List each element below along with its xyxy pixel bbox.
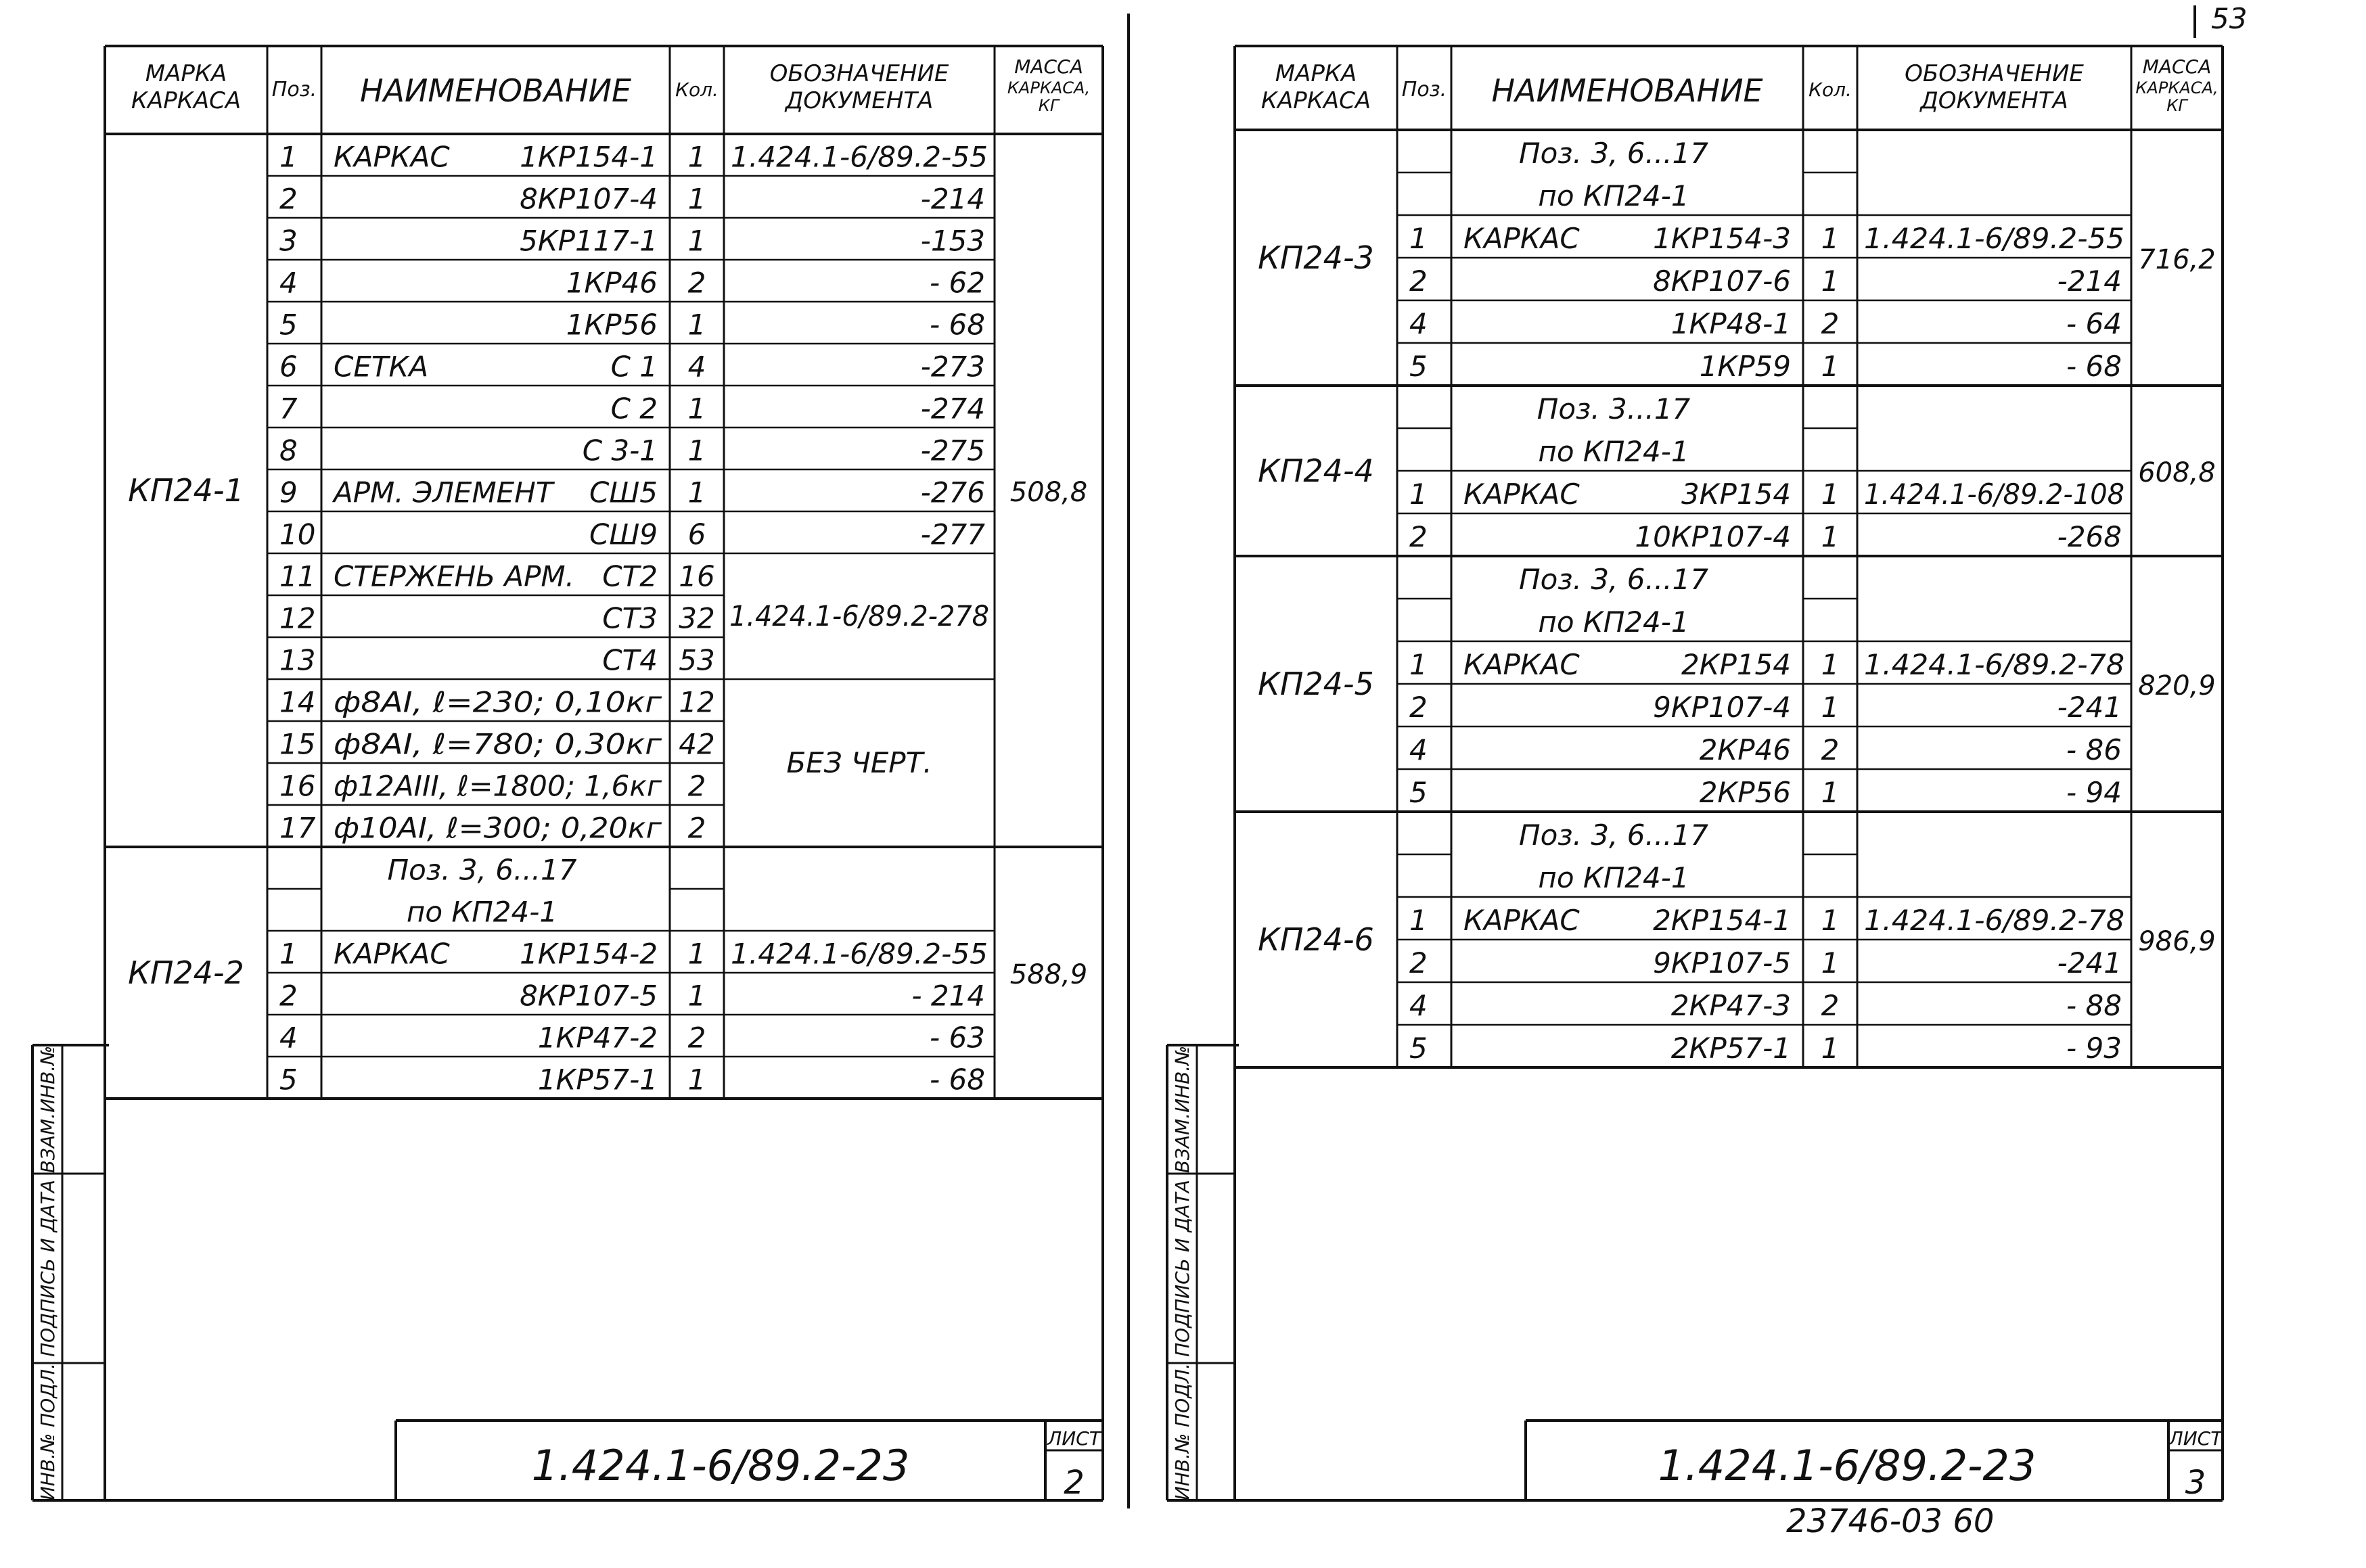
kol-value: 1 xyxy=(687,224,706,258)
name-value: КАРКАС xyxy=(334,140,450,174)
name2-value: 1КР47-2 xyxy=(537,1021,658,1055)
kol-value: 1 xyxy=(687,392,706,425)
side-label: ПОДПИСЬ И ДАТА xyxy=(37,1180,59,1357)
kol-value: 2 xyxy=(1821,989,1840,1023)
header-massa: КАРКАСА, xyxy=(2135,78,2219,97)
sheet-number: 3 xyxy=(2185,1464,2206,1502)
mark-value: КП24-6 xyxy=(1258,921,1374,958)
doc-value: - 64 xyxy=(2066,307,2122,341)
poz-value: 2 xyxy=(1409,520,1428,554)
doc-value: - 68 xyxy=(930,1063,985,1097)
kol-value: 1 xyxy=(687,979,706,1013)
header-massa: МАССА xyxy=(1014,55,1083,78)
name2-value: С 2 xyxy=(610,392,658,425)
name2-value: 9КР107-5 xyxy=(1653,946,1791,980)
header-massa: КГ xyxy=(1038,96,1060,115)
header-marka: МАРКА xyxy=(145,60,227,87)
mark-value: КП24-2 xyxy=(128,954,244,991)
name-value: АРМ. ЭЛЕМЕНТ xyxy=(334,476,553,509)
doc-value: -276 xyxy=(920,476,985,509)
doc-value: - 93 xyxy=(2066,1032,2122,1065)
note-text: Поз. 3, 6...17 xyxy=(1519,818,1708,852)
kol-value: 2 xyxy=(687,811,706,845)
poz-value: 3 xyxy=(279,224,298,258)
header-doc: ДОКУМЕНТА xyxy=(1920,87,2068,114)
kol-value: 1 xyxy=(1821,691,1840,724)
kol-value: 2 xyxy=(687,1021,706,1055)
name-value: КАРКАС xyxy=(1463,222,1580,256)
poz-value: 13 xyxy=(279,643,316,677)
doc-merged-value: 1.424.1-6/89.2-278 xyxy=(729,599,989,632)
header-marka: МАРКА xyxy=(1275,60,1357,87)
name-value: ф8АI, ℓ=780; 0,30кг xyxy=(334,727,663,761)
doc-value: - 214 xyxy=(911,979,985,1013)
kol-value: 1 xyxy=(687,937,706,971)
name2-value: С 1 xyxy=(610,350,658,384)
header-name: НАИМЕНОВАНИЕ xyxy=(359,72,632,109)
name-value: КАРКАС xyxy=(334,937,450,971)
poz-value: 5 xyxy=(1409,776,1428,810)
name2-value: 3КР154 xyxy=(1681,478,1791,511)
kol-value: 32 xyxy=(679,601,715,635)
name-value: СТЕРЖЕНЬ АРМ. xyxy=(334,559,575,593)
name2-value: 2КР57-1 xyxy=(1670,1032,1791,1065)
mark-value: КП24-4 xyxy=(1258,453,1374,489)
kol-value: 1 xyxy=(1821,904,1840,938)
sheet-label: ЛИСТ xyxy=(2168,1427,2223,1450)
name2-value: 8КР107-5 xyxy=(520,979,658,1013)
name-value: ф8АI, ℓ=230; 0,10кг xyxy=(334,685,663,719)
poz-value: 2 xyxy=(279,979,298,1013)
note-text: по КП24-1 xyxy=(1538,179,1689,213)
name2-value: 10КР107-4 xyxy=(1635,520,1791,554)
doc-value: -277 xyxy=(920,517,985,551)
name-value: ф10АI, ℓ=300; 0,20кг xyxy=(334,811,662,845)
name2-value: СТ4 xyxy=(602,643,658,677)
doc-value: -275 xyxy=(920,434,985,467)
mass-value: 508,8 xyxy=(1009,477,1088,508)
note-text: Поз. 3...17 xyxy=(1537,392,1691,426)
doc-value: 1.424.1-6/89.2-55 xyxy=(731,140,988,174)
doc-value: - 88 xyxy=(2066,989,2122,1023)
note-text: Поз. 3, 6...17 xyxy=(1519,137,1708,170)
doc-value: 1.424.1-6/89.2-55 xyxy=(1864,222,2124,256)
name2-value: 1КР57-1 xyxy=(537,1063,658,1097)
header-name: НАИМЕНОВАНИЕ xyxy=(1491,72,1763,109)
poz-value: 2 xyxy=(279,182,298,216)
sheet-number: 2 xyxy=(1064,1464,1085,1502)
title-code: 1.424.1-6/89.2-23 xyxy=(531,1441,910,1490)
poz-value: 11 xyxy=(279,559,316,593)
title-code: 1.424.1-6/89.2-23 xyxy=(1658,1441,2037,1490)
doc-value: 1.424.1-6/89.2-78 xyxy=(1864,904,2124,938)
name2-value: 2КР46 xyxy=(1699,733,1791,767)
doc-value: - 68 xyxy=(930,308,985,342)
poz-value: 2 xyxy=(1409,946,1428,980)
doc-value: 1.424.1-6/89.2-55 xyxy=(731,937,988,971)
note-text: по КП24-1 xyxy=(1538,605,1689,639)
header-marka: КАРКАСА xyxy=(1260,87,1371,114)
kol-value: 6 xyxy=(687,517,706,551)
poz-value: 1 xyxy=(1409,222,1428,256)
kol-value: 1 xyxy=(1821,478,1840,511)
name2-value: 2КР47-3 xyxy=(1670,989,1791,1023)
kol-value: 42 xyxy=(679,727,715,761)
name-value: КАРКАС xyxy=(1463,478,1580,511)
name-value: КАРКАС xyxy=(1463,904,1580,938)
name-value: ф12АIII, ℓ=1800; 1,6кг xyxy=(334,769,662,803)
kol-value: 1 xyxy=(1821,1032,1840,1065)
name2-value: С 3-1 xyxy=(582,434,658,467)
kol-value: 53 xyxy=(679,643,715,677)
kol-value: 16 xyxy=(679,559,715,593)
mark-value: КП24-5 xyxy=(1258,666,1374,702)
poz-value: 17 xyxy=(279,811,316,845)
poz-value: 4 xyxy=(279,266,298,300)
kol-value: 2 xyxy=(1821,307,1840,341)
name-value: СЕТКА xyxy=(334,350,429,384)
name2-value: 2КР154-1 xyxy=(1653,904,1791,938)
kol-value: 1 xyxy=(687,1063,706,1097)
note-text: по КП24-1 xyxy=(406,895,558,929)
name2-value: СШ5 xyxy=(589,476,658,509)
side-label: ВЗАМ.ИНВ.№ xyxy=(1171,1045,1193,1174)
poz-value: 15 xyxy=(279,727,316,761)
poz-value: 9 xyxy=(279,476,298,509)
name2-value: 8КР107-4 xyxy=(520,182,658,216)
side-label: ИНВ.№ ПОДЛ. xyxy=(37,1362,59,1501)
poz-value: 16 xyxy=(279,769,316,803)
kol-value: 1 xyxy=(687,476,706,509)
poz-value: 1 xyxy=(1409,648,1428,682)
kol-value: 1 xyxy=(687,140,706,174)
name2-value: 2КР154 xyxy=(1681,648,1791,682)
doc-merged-value: БЕЗ ЧЕРТ. xyxy=(786,746,932,779)
poz-value: 2 xyxy=(1409,691,1428,724)
doc-value: - 62 xyxy=(930,266,985,300)
page-mark: 53 xyxy=(2211,2,2248,35)
kol-value: 1 xyxy=(1821,776,1840,810)
name2-value: СШ9 xyxy=(589,517,658,551)
doc-value: - 68 xyxy=(2066,350,2122,384)
name2-value: 1КР154-1 xyxy=(520,140,658,174)
side-label: ИНВ.№ ПОДЛ. xyxy=(1171,1362,1193,1501)
header-marka: КАРКАСА xyxy=(131,87,242,114)
header-kol: Кол. xyxy=(675,78,719,101)
doc-value: 1.424.1-6/89.2-108 xyxy=(1864,478,2124,511)
poz-value: 12 xyxy=(279,601,316,635)
doc-value: -153 xyxy=(920,224,985,258)
kol-value: 1 xyxy=(687,182,706,216)
name2-value: 9КР107-4 xyxy=(1653,691,1791,724)
doc-value: - 86 xyxy=(2066,733,2122,767)
doc-value: - 63 xyxy=(930,1021,985,1055)
kol-value: 1 xyxy=(1821,222,1840,256)
side-label: ВЗАМ.ИНВ.№ xyxy=(37,1045,59,1174)
poz-value: 2 xyxy=(1409,264,1428,298)
side-label: ПОДПИСЬ И ДАТА xyxy=(1171,1180,1193,1357)
poz-value: 4 xyxy=(1409,733,1428,767)
mass-value: 588,9 xyxy=(1009,959,1088,990)
doc-value: 1.424.1-6/89.2-78 xyxy=(1864,648,2124,682)
sheet-label: ЛИСТ xyxy=(1047,1427,1101,1450)
mass-value: 986,9 xyxy=(2138,926,2216,957)
doc-value: -214 xyxy=(920,182,985,216)
name2-value: 1КР48-1 xyxy=(1670,307,1791,341)
note-text: по КП24-1 xyxy=(1538,435,1689,469)
doc-value: -241 xyxy=(2057,691,2122,724)
name2-value: 1КР59 xyxy=(1699,350,1791,384)
name2-value: 5КР117-1 xyxy=(520,224,658,258)
doc-value: -274 xyxy=(920,392,985,425)
header-doc: ОБОЗНАЧЕНИЕ xyxy=(769,60,949,87)
poz-value: 10 xyxy=(279,517,316,551)
bottom-stamp: 23746-03 60 xyxy=(1786,1502,1995,1540)
header-massa: КГ xyxy=(2166,96,2187,115)
kol-value: 12 xyxy=(679,685,715,719)
kol-value: 2 xyxy=(687,266,706,300)
name2-value: СТ2 xyxy=(602,559,658,593)
header-massa: КАРКАСА, xyxy=(1007,78,1091,97)
mark-value: КП24-1 xyxy=(128,472,244,509)
header-poz: Поз. xyxy=(1401,78,1447,101)
doc-value: -241 xyxy=(2057,946,2122,980)
header-doc: ДОКУМЕНТА xyxy=(785,87,934,114)
mass-value: 716,2 xyxy=(2138,244,2216,275)
poz-value: 5 xyxy=(1409,1032,1428,1065)
poz-value: 14 xyxy=(279,685,316,719)
header-doc: ОБОЗНАЧЕНИЕ xyxy=(1905,60,2084,87)
doc-value: -214 xyxy=(2057,264,2122,298)
doc-value: - 94 xyxy=(2066,776,2122,810)
name2-value: 2КР56 xyxy=(1699,776,1791,810)
note-text: по КП24-1 xyxy=(1538,861,1689,895)
name2-value: 8КР107-6 xyxy=(1653,264,1791,298)
name2-value: 1КР154-2 xyxy=(520,937,658,971)
kol-value: 1 xyxy=(1821,520,1840,554)
kol-value: 1 xyxy=(687,308,706,342)
poz-value: 7 xyxy=(279,392,298,425)
mark-value: КП24-3 xyxy=(1258,239,1374,276)
poz-value: 6 xyxy=(279,350,298,384)
kol-value: 2 xyxy=(1821,733,1840,767)
kol-value: 1 xyxy=(1821,264,1840,298)
kol-value: 1 xyxy=(1821,648,1840,682)
poz-value: 1 xyxy=(1409,904,1428,938)
name2-value: 1КР56 xyxy=(566,308,658,342)
name2-value: 1КР46 xyxy=(566,266,658,300)
kol-value: 2 xyxy=(687,769,706,803)
doc-value: -273 xyxy=(920,350,985,384)
poz-value: 1 xyxy=(279,937,298,971)
name-value: КАРКАС xyxy=(1463,648,1580,682)
poz-value: 1 xyxy=(1409,478,1428,511)
note-text: Поз. 3, 6...17 xyxy=(387,853,577,887)
poz-value: 4 xyxy=(1409,307,1428,341)
header-massa: МАССА xyxy=(2142,55,2212,78)
kol-value: 1 xyxy=(687,434,706,467)
mass-value: 820,9 xyxy=(2138,670,2216,701)
poz-value: 5 xyxy=(1409,350,1428,384)
kol-value: 4 xyxy=(687,350,706,384)
note-text: Поз. 3, 6...17 xyxy=(1519,563,1708,597)
poz-value: 4 xyxy=(1409,989,1428,1023)
name2-value: СТ3 xyxy=(602,601,658,635)
header-poz: Поз. xyxy=(271,78,317,101)
kol-value: 1 xyxy=(1821,946,1840,980)
mass-value: 608,8 xyxy=(2138,457,2216,488)
poz-value: 5 xyxy=(279,308,298,342)
kol-value: 1 xyxy=(1821,350,1840,384)
header-kol: Кол. xyxy=(1808,78,1852,101)
poz-value: 1 xyxy=(279,140,298,174)
poz-value: 8 xyxy=(279,434,298,467)
poz-value: 4 xyxy=(279,1021,298,1055)
poz-value: 5 xyxy=(279,1063,298,1097)
name2-value: 1КР154-3 xyxy=(1653,222,1791,256)
doc-value: -268 xyxy=(2057,520,2122,554)
